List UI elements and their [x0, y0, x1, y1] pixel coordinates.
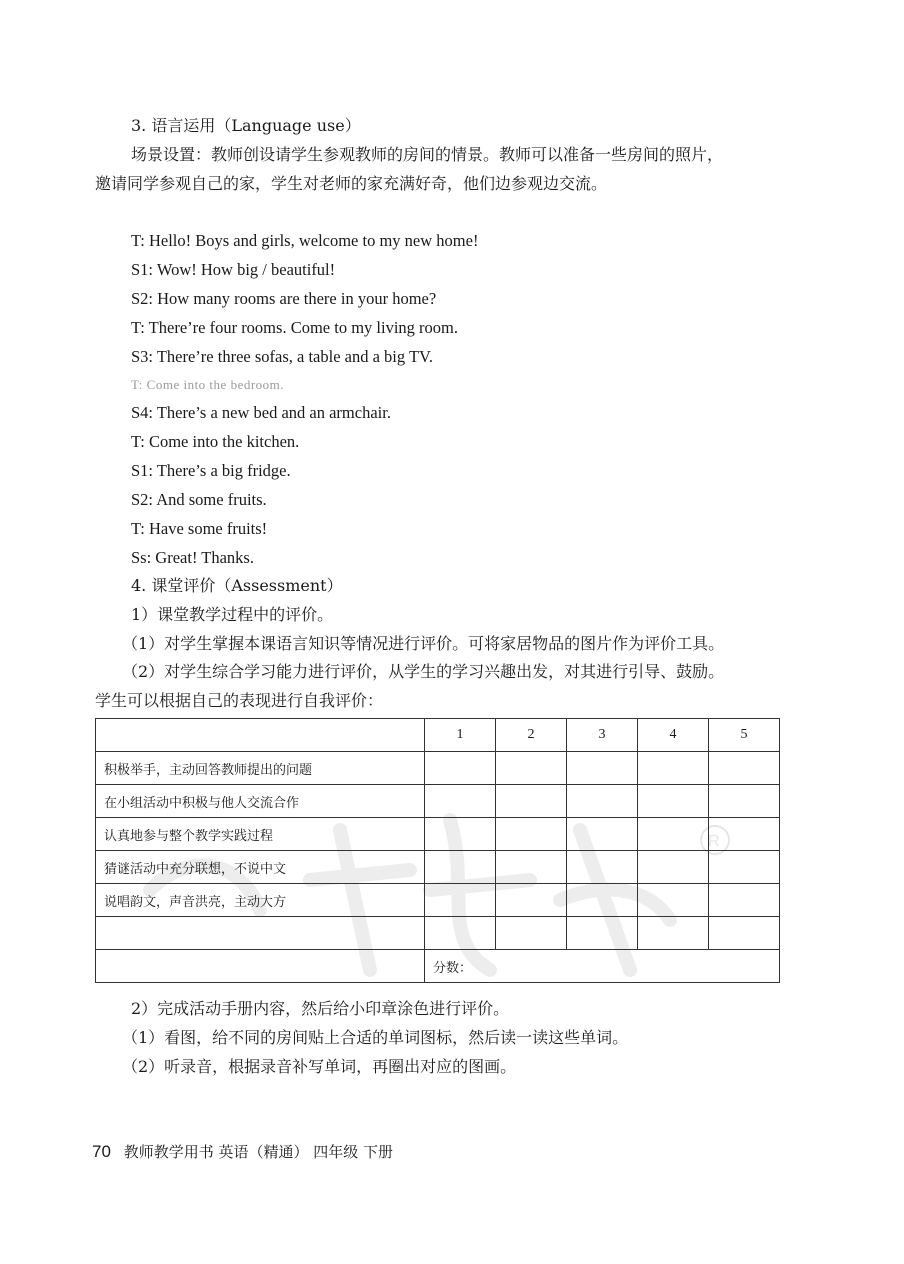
dialogue-line: Ss: Great! Thanks.: [131, 548, 254, 567]
dialogue-line: T: Have some fruits!: [131, 519, 268, 538]
dialogue-line: S1: There’s a big fridge.: [131, 461, 291, 480]
score-cell: [567, 917, 638, 950]
score-cell: [425, 884, 496, 917]
dialogue-line: T: Hello! Boys and girls, welcome to my new home!: [131, 231, 479, 250]
table-header-score: 1: [425, 719, 496, 752]
page-footer: [92, 1141, 393, 1162]
criterion-label: 说唱韵文，声音洪亮，主动大方: [96, 884, 425, 917]
table-header-score: 4: [638, 719, 709, 752]
score-cell: [638, 818, 709, 851]
assessment-subheading-1: 1）课堂教学过程中的评价。: [131, 605, 334, 624]
assessment-item-2-line-2: 学生可以根据自己的表现进行自我评价：: [95, 691, 384, 710]
table-row: [96, 752, 780, 785]
table-row: [96, 818, 780, 851]
score-cell: [709, 752, 780, 785]
dialogue-line: S2: How many rooms are there in your home?: [131, 289, 437, 308]
dialogue-line-faded: T: Come into the bedroom.: [131, 377, 285, 392]
score-cell: [496, 917, 567, 950]
score-cell: [638, 851, 709, 884]
workbook-item-1: （1）看图，给不同的房间贴上合适的单词图标，然后读一读这些单词。: [122, 1028, 629, 1047]
table-header-blank: [96, 719, 425, 752]
svg-text:R: R: [708, 833, 720, 850]
score-cell: [709, 818, 780, 851]
assessment-item-1: （1）对学生掌握本课语言知识等情况进行评价。可将家居物品的图片作为评价工具。: [122, 634, 725, 653]
score-cell: [425, 818, 496, 851]
table-header-score: 2: [496, 719, 567, 752]
score-cell: [496, 851, 567, 884]
workbook-item-2: （2）听录音，根据录音补写单词，再圈出对应的图画。: [122, 1057, 517, 1076]
section-heading-assessment: 4. 课堂评价（Assessment）: [131, 576, 343, 595]
score-cell: [425, 785, 496, 818]
score-cell: [567, 752, 638, 785]
book-title: 教师教学用书 英语（精通） 四年级 下册: [123, 1143, 394, 1161]
score-cell: [425, 752, 496, 785]
score-cell: [425, 917, 496, 950]
score-cell: [709, 917, 780, 950]
table-score-row: [96, 950, 780, 983]
assessment-item-2-line-1: （2）对学生综合学习能力进行评价，从学生的学习兴趣出发，对其进行引导、鼓励。: [122, 662, 725, 681]
table-header-score: 3: [567, 719, 638, 752]
dialogue-line: S3: There’re three sofas, a table and a big TV.: [131, 347, 433, 366]
criterion-label: 积极举手，主动回答教师提出的问题: [96, 752, 425, 785]
dialogue-line: S2: And some fruits.: [131, 490, 267, 509]
score-cell: [496, 752, 567, 785]
score-cell: [638, 752, 709, 785]
dialogue-line: S1: Wow! How big / beautiful!: [131, 260, 336, 279]
scene-text-line-2: 邀请同学参观自己的家，学生对老师的家充满好奇，他们边参观边交流。: [95, 174, 608, 193]
table-header-row: [96, 719, 780, 752]
table-row-blank: [96, 917, 780, 950]
table-header-score: 5: [709, 719, 780, 752]
section-heading-language-use: 3. 语言运用（Language use）: [131, 116, 361, 135]
score-cell: [709, 884, 780, 917]
dialogue-line: T: Come into the kitchen.: [131, 432, 300, 451]
self-assessment-table: [95, 718, 780, 983]
page-number: 70: [92, 1142, 111, 1161]
score-cell: [496, 884, 567, 917]
score-cell: [496, 785, 567, 818]
score-cell: [425, 851, 496, 884]
table-row: [96, 851, 780, 884]
score-cell: [709, 785, 780, 818]
score-cell: [638, 884, 709, 917]
assessment-subheading-2: 2）完成活动手册内容，然后给小印章涂色进行评价。: [131, 999, 510, 1018]
score-cell: [496, 818, 567, 851]
score-cell: [567, 818, 638, 851]
table-row: [96, 785, 780, 818]
scene-text-line-1: 场景设置：教师创设请学生参观教师的房间的情景。教师可以准备一些房间的照片，: [131, 145, 724, 164]
score-cell: [638, 917, 709, 950]
score-row-blank: [96, 950, 425, 983]
dialogue-line: S4: There’s a new bed and an armchair.: [131, 403, 391, 422]
score-cell: [638, 785, 709, 818]
criterion-label-blank: [96, 917, 425, 950]
criterion-label: 认真地参与整个教学实践过程: [96, 818, 425, 851]
dialogue-line: T: There’re four rooms. Come to my living room.: [131, 318, 458, 337]
score-cell: [567, 785, 638, 818]
criterion-label: 在小组活动中积极与他人交流合作: [96, 785, 425, 818]
score-cell: [567, 851, 638, 884]
score-cell: [567, 884, 638, 917]
score-cell: [709, 851, 780, 884]
criterion-label: 猜谜活动中充分联想，不说中文: [96, 851, 425, 884]
table-row: [96, 884, 780, 917]
score-total-label: 分数：: [425, 950, 780, 983]
